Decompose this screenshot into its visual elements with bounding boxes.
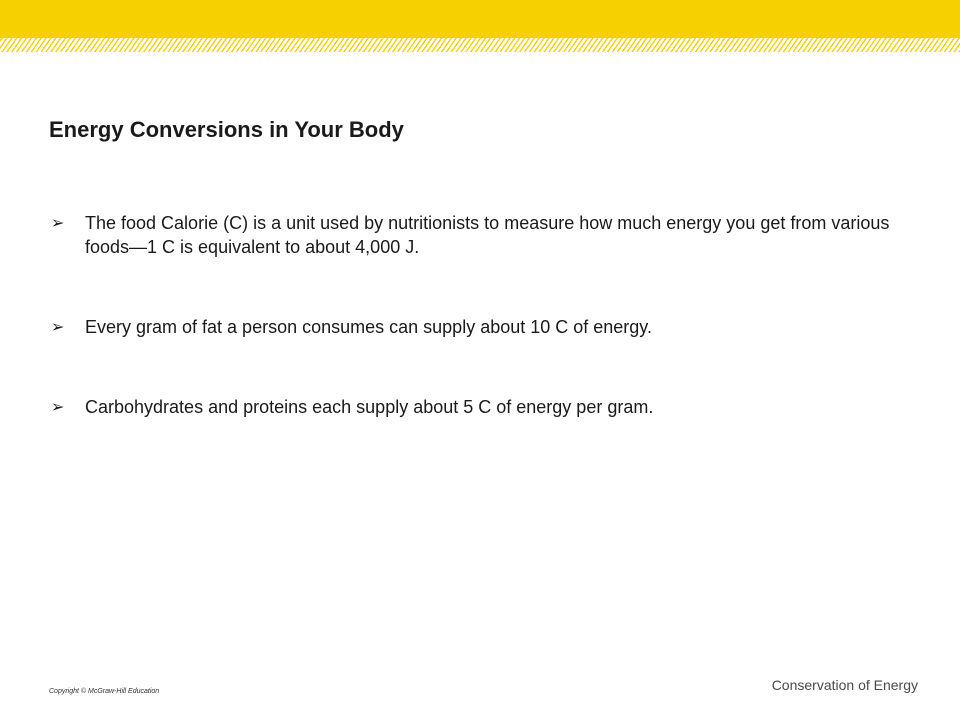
bullet-text: Carbohydrates and proteins each supply about 5 C of energy per gram.: [85, 397, 654, 417]
arrow-bullet-icon: ➢: [51, 397, 65, 416]
header-yellow-band: [0, 0, 960, 38]
bullet-item: [49, 211, 909, 259]
slide-title: Energy Conversions in Your Body: [49, 117, 404, 142]
copyright-notice: Copyright © McGraw-Hill Education: [49, 688, 160, 695]
bullet-text: The food Calorie (C) is a unit used by nutritionists to measure how much energy you get from various foods—1 C is equivalent to about 4,000 J.: [85, 213, 890, 257]
header-hatch-pattern: [0, 38, 960, 52]
footer-section-title: Conservation of Energy: [771, 677, 918, 693]
arrow-bullet-icon: ➢: [51, 317, 65, 336]
arrow-bullet-icon: ➢: [51, 213, 65, 232]
bullet-item: [49, 395, 909, 419]
bullet-list: [49, 211, 909, 419]
bullet-text: Every gram of fat a person consumes can supply about 10 C of energy.: [85, 317, 652, 337]
bullet-item: [49, 315, 909, 339]
